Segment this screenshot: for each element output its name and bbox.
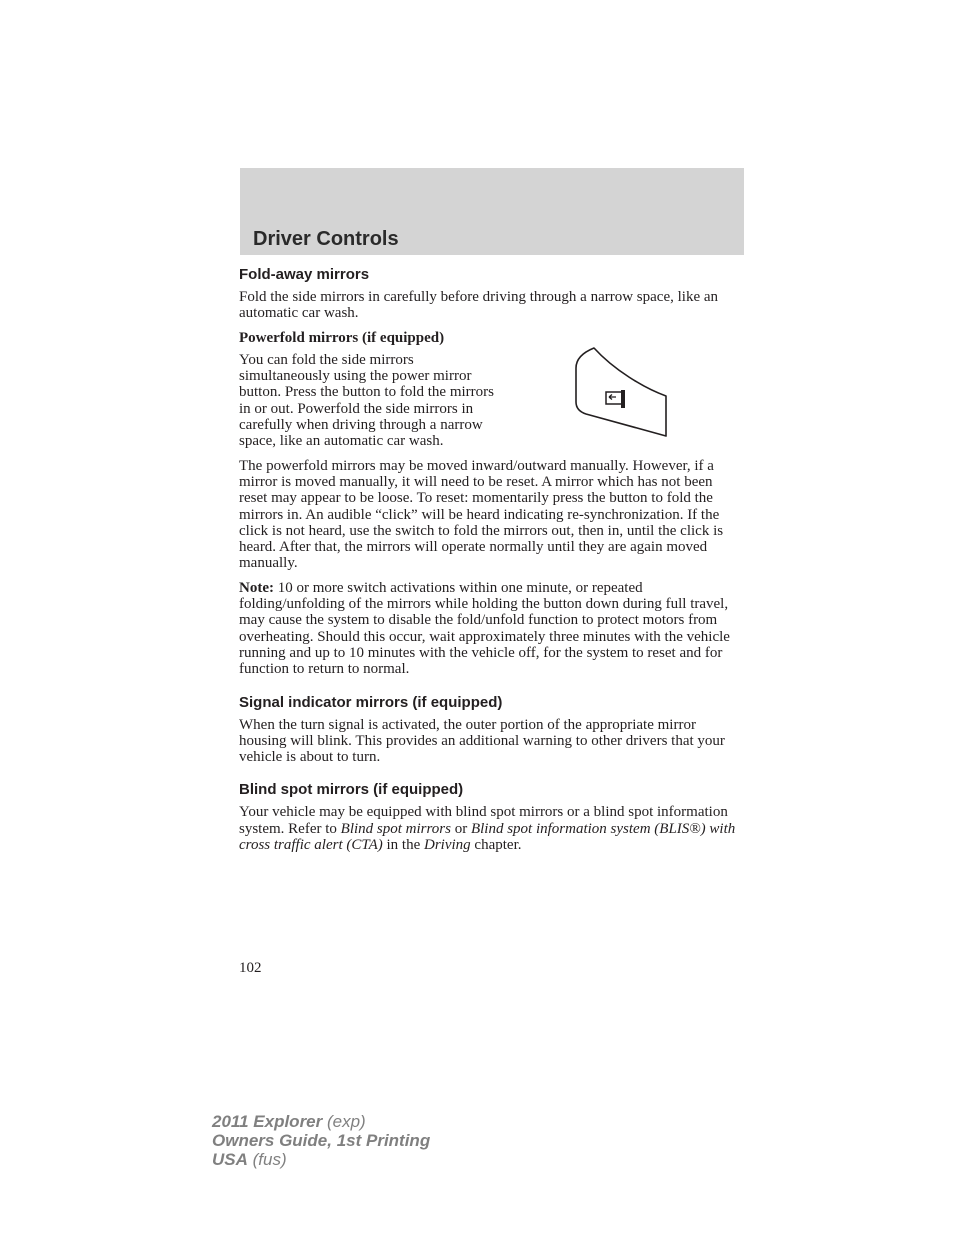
blind-spot-text-4: chapter.	[470, 837, 522, 854]
powerfold-heading: Powerfold mirrors (if equipped)	[239, 329, 445, 346]
powerfold-reset-text: The powerfold mirrors may be moved inward/outward manually. However, if a mirror is moved manually, it will need to be reset. A mirror which has not been reset may appear to be loose. To reset: momentarily press the button to fold the mirrors in. An audible “click” will be heard indicating re-synchronization. If the click is not heard, use the switch to fold the mirrors out, then in, until the click is heard. After that, the mirrors will operate normally until they are again moved manually.	[239, 457, 724, 572]
signal-body: When the turn signal is activated, the outer portion of the appropriate mirror housing will blink. This provides an additional warning to other drivers that your vehicle is about to turn.	[239, 716, 725, 766]
footer-model: 2011 Explorer	[212, 1112, 323, 1131]
note-label: Note:	[239, 579, 274, 596]
powerfold-body: You can fold the side mirrors simultaneously using the power mirror button. Press the button to fold the mirrors in or out. Powerfold the side mirrors in carefully when driving through a narrow space, like an automatic car wash.	[239, 351, 494, 450]
powerfold-note	[239, 580, 744, 678]
footer-region: USA	[212, 1150, 248, 1169]
blind-spot-ref-3: Driving	[424, 837, 471, 854]
blind-spot-text-2: or	[450, 820, 471, 837]
page-number: 102	[239, 960, 262, 976]
footer-line-3	[212, 1150, 430, 1169]
blind-spot-heading: Blind spot mirrors (if equipped)	[239, 781, 464, 799]
fold-away-heading: Fold-away mirrors	[239, 266, 370, 283]
footer-region-code: (fus)	[247, 1150, 287, 1169]
page-content	[239, 266, 744, 861]
blind-spot-ref-2: Blind spot information system (BLIS®) with cross traffic alert (CTA)	[239, 820, 736, 854]
blind-spot-ref-1: Blind spot mirrors	[340, 820, 451, 837]
note-text: 10 or more switch activations within one minute, or repeated folding/unfolding of the mirrors while holding the button down during full travel, may cause the system to disable the fold/unfold function to protect motors from overheating. Should this occur, wait approximately three minutes with the vehicle running and up to 10 minutes with the vehicle off, for the system to reset and for function to return to normal.	[239, 579, 730, 678]
powerfold-section	[239, 352, 744, 458]
footer-line-2	[212, 1131, 430, 1150]
footer	[212, 1112, 430, 1169]
footer-line-1	[212, 1112, 430, 1131]
fold-away-body: Fold the side mirrors in carefully before driving through a narrow space, like an automatic car wash.	[239, 289, 719, 322]
blind-spot-text-3: in the	[382, 837, 424, 854]
blind-spot-body	[239, 804, 744, 853]
signal-heading: Signal indicator mirrors (if equipped)	[239, 693, 503, 711]
footer-model-code: (exp)	[322, 1112, 366, 1131]
mirror-fold-button-icon	[566, 340, 676, 440]
blind-spot-text-1: Your vehicle may be equipped with blind spot mirrors or a blind spot information system. Refer to	[239, 804, 728, 837]
section-title: Driver Controls	[253, 228, 399, 250]
footer-printing: Owners Guide, 1st Printing	[212, 1131, 431, 1150]
